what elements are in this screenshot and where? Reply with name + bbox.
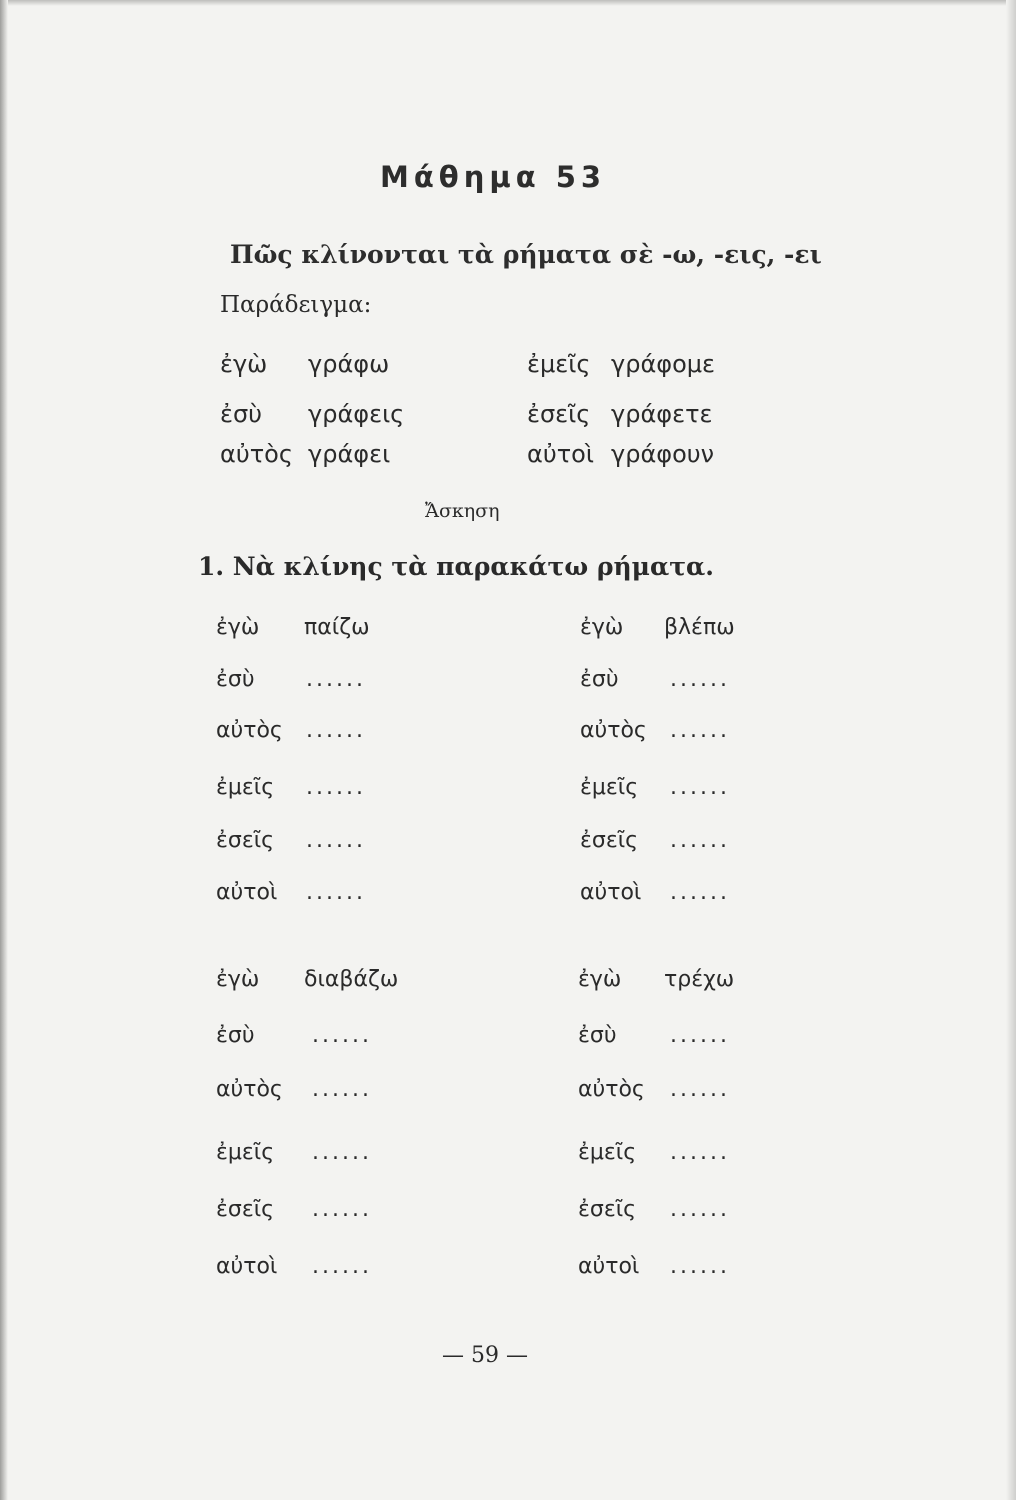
drill-pronoun: αὐτὸς xyxy=(216,1077,283,1102)
drill-verb: διαβάζω xyxy=(304,967,399,992)
drill-blank: ...... xyxy=(306,880,366,905)
drill-pronoun: ἐσὺ xyxy=(216,1023,255,1048)
lesson-subtitle: Πῶς κλίνονται τὰ ρήματα σὲ -ω, -εις, -ει xyxy=(230,240,822,269)
drill-pronoun: αὐτοὶ xyxy=(578,1254,640,1279)
example-row xyxy=(527,350,715,378)
example-pronoun: ἐμεῖς xyxy=(527,350,591,378)
drill-verb: παίζω xyxy=(304,615,370,640)
example-row xyxy=(220,440,390,468)
example-verb: γράφω xyxy=(308,350,390,378)
drill-blank: ...... xyxy=(312,1140,372,1165)
example-row xyxy=(220,400,404,428)
example-verb: γράφετε xyxy=(611,400,713,428)
drill-blank: ...... xyxy=(306,718,366,743)
example-row xyxy=(527,400,712,428)
example-pronoun: ἐσὺ xyxy=(220,400,263,428)
drill-pronoun: αὐτὸς xyxy=(578,1077,645,1102)
drill-blank: ...... xyxy=(312,1254,372,1279)
drill-blank: ...... xyxy=(670,1077,730,1102)
drill-blank: ...... xyxy=(306,828,366,853)
drill-blank: ...... xyxy=(312,1077,372,1102)
drill-pronoun: ἐσὺ xyxy=(580,667,619,692)
drill-pronoun: ἐσὺ xyxy=(578,1023,617,1048)
lesson-title: Μάθημα 53 xyxy=(380,160,607,194)
drill-pronoun: ἐμεῖς xyxy=(578,1140,637,1165)
drill-pronoun: αὐτοὶ xyxy=(216,1254,278,1279)
drill-blank: ...... xyxy=(670,718,730,743)
example-verb: γράφει xyxy=(308,440,391,468)
drill-pronoun: ἐσεῖς xyxy=(578,1197,637,1222)
drill-blank: ...... xyxy=(312,1197,372,1222)
drill-pronoun: ἐσεῖς xyxy=(216,828,275,853)
drill-verb: βλέπω xyxy=(664,615,735,640)
drill-pronoun: ἐγὼ xyxy=(580,615,624,640)
drill-blank: ...... xyxy=(670,775,730,800)
drill-pronoun: αὐτοὶ xyxy=(216,880,278,905)
drill-pronoun: ἐσὺ xyxy=(216,667,255,692)
drill-blank: ...... xyxy=(670,1197,730,1222)
drill-blank: ...... xyxy=(312,1023,372,1048)
drill-pronoun: ἐμεῖς xyxy=(216,775,275,800)
example-verb: γράφεις xyxy=(308,400,405,428)
example-row xyxy=(527,440,714,468)
page-edge-right xyxy=(1006,0,1016,1500)
example-label: Παράδειγμα: xyxy=(220,292,372,318)
drill-blank: ...... xyxy=(670,1140,730,1165)
drill-pronoun: ἐγὼ xyxy=(216,967,260,992)
drill-pronoun: ἐγὼ xyxy=(216,615,260,640)
exercise-instruction: 1. Νὰ κλίνης τὰ παρακάτω ρήματα. xyxy=(198,552,714,581)
drill-pronoun: ἐγὼ xyxy=(578,967,622,992)
drill-pronoun: αὐτοὶ xyxy=(580,880,642,905)
drill-pronoun: αὐτὸς xyxy=(216,718,283,743)
drill-pronoun: ἐσεῖς xyxy=(216,1197,275,1222)
page-number: — 59 — xyxy=(442,1343,528,1368)
page-edge-left xyxy=(0,0,8,1500)
drill-blank: ...... xyxy=(670,667,730,692)
example-row xyxy=(220,350,389,378)
example-pronoun: αὐτοὶ xyxy=(527,440,594,468)
example-verb: γράφουν xyxy=(611,440,715,468)
example-pronoun: ἐγὼ xyxy=(220,350,268,378)
drill-blank: ...... xyxy=(670,1254,730,1279)
drill-verb: τρέχω xyxy=(664,967,735,992)
example-pronoun: αὐτὸς xyxy=(220,440,293,468)
example-pronoun: ἐσεῖς xyxy=(527,400,591,428)
drill-pronoun: αὐτὸς xyxy=(580,718,647,743)
drill-pronoun: ἐμεῖς xyxy=(580,775,639,800)
drill-blank: ...... xyxy=(670,880,730,905)
drill-pronoun: ἐμεῖς xyxy=(216,1140,275,1165)
exercise-label: Ἄσκηση xyxy=(425,500,500,522)
page-edge-top xyxy=(0,0,1016,6)
drill-blank: ...... xyxy=(306,667,366,692)
drill-pronoun: ἐσεῖς xyxy=(580,828,639,853)
drill-blank: ...... xyxy=(306,775,366,800)
drill-blank: ...... xyxy=(670,1023,730,1048)
drill-blank: ...... xyxy=(670,828,730,853)
example-verb: γράφομε xyxy=(611,350,716,378)
